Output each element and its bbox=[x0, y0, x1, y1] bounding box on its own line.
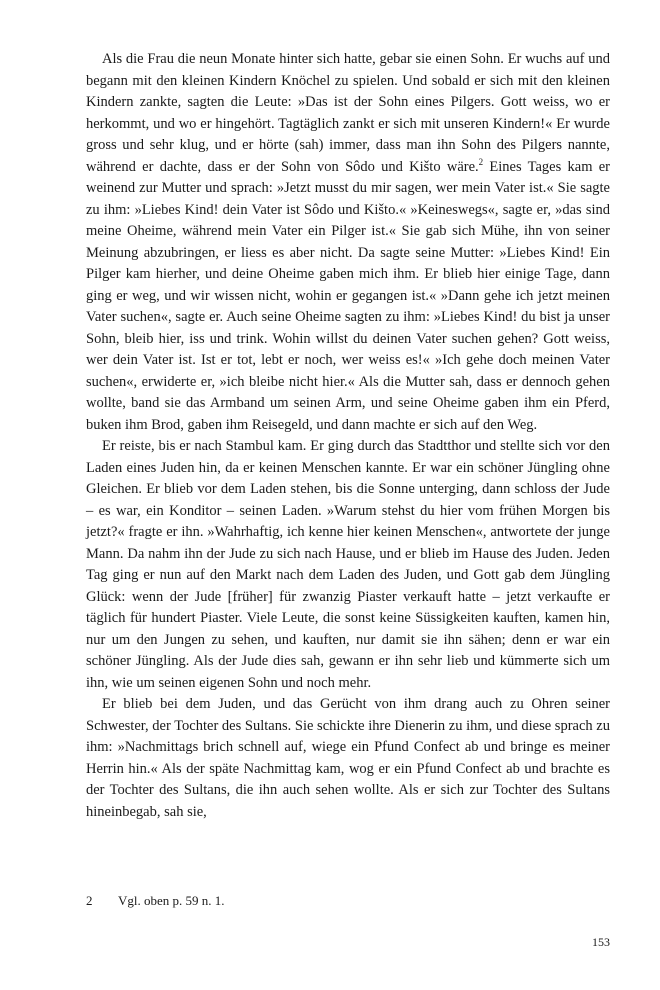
footnote bbox=[86, 892, 610, 910]
footnote-reference: 2 bbox=[478, 156, 484, 167]
main-text bbox=[86, 49, 610, 823]
paragraph-2: Er reiste, bis er nach Stambul kam. Er ging durch das Stadtthor und stellte sich vor den Laden eines Juden hin, da er keinen Menschen kannte. Er war ein schöner Jüngling ohne Gleichen. Er blieb vor dem Laden stehen, bis die Sonne unterging, dann schloss der Jude – es war, ein Konditor – seinen Laden. »Warum stehst du hier vom frühen Morgen bis jetzt?« fragte er ihn. »Wahrhaftig, ich kenne hier keinen Menschen«, antwortete der junge Mann. Da nahm ihn der Jude zu sich nach Hause, und er blieb im Hause des Juden. Jeden Tag ging er nun auf den Markt nach dem Laden des Juden, und Gott gab dem Jüngling Glück: wenn der Jude [früher] für zwanzig Piaster verkauft hatte – jetzt verkaufte er täglich für hundert Piaster. Viele Leute, die sonst keine Süssigkeiten kauften, kamen hin, nur um den Jungen zu sehen, und kauften, nur damit sie ihn sähen; denn er war ein schöner Jüngling. Als der Jude dies sah, gewann er ihn sehr lieb und kümmerte sich um ihn, wie um seinen eigenen Sohn und noch mehr. bbox=[86, 438, 610, 691]
paragraph-1-text-continued: Eines Tages kam er weinend zur Mutter und sprach: »Jetzt musst du mir sagen, wer mein Vater ist.« Sie sagte zu ihm: »Liebes Kind! dein Vater ist Sôdo und Kišto.« »Keineswegs«, sagte er, »das sind meine Oheime, während mein Vater ein Pilger ist.« Sie gab sich Mühe, ihn von seiner Meinung abzubringen, er liess es aber nicht. Da sagte seine Mutter: »Liebes Kind! Ein Pilger kam hierher, und deine Oheime gaben mich ihm. Er blieb hier einige Tage, dann ging er weg, und wir wissen nicht, wohin er gegangen ist.« »Dann gehe ich jetzt meinen Vater suchen«, sagte er. Auch seine Oheime sagten zu ihm: »Liebes Kind! du bist ja unser Sohn, bleib hier, iss und trink. Wohin willst du deinen Vater suchen gehen? Gott weiss, wer dein Vater ist. Ist er tot, lebt er noch, wer weiss es!« »Ich gehe doch meinen Vater suchen«, erwiderte er, »ich bleibe nicht hier.« Als die Mutter sah, dass er dennoch gehen wollte, band sie das Armband um seinen Arm, und seine Oheime gaben ihm ein Pferd, buken ihm Brod, gaben ihm Reisegeld, und dann machte er sich auf den Weg. bbox=[86, 158, 611, 433]
page-number: 153 bbox=[592, 935, 610, 949]
footnote-text: Vgl. oben p. 59 n. 1. bbox=[118, 893, 225, 908]
paragraph-1 bbox=[86, 49, 610, 436]
paragraph-1-text: Als die Frau die neun Monate hinter sich hatte, gebar sie einen Sohn. Er wuchs auf und begann mit den kleinen Kindern Knöchel zu spielen. Und sobald er sich mit den kleinen Kindern zankte, sagten die Leute: »Das ist der Sohn eines Pilgers. Gott weiss, wo er herkommt, und wo er hingehört. Tagtäglich zankt er sich mit unseren Kindern!« Er wurde gross und sehr klug, und er hörte (sah) immer, dass man ihn Sohn des Pilgers nannte, während er dachte, dass er der Sohn von Sôdo und Kišto wäre. bbox=[86, 51, 610, 175]
footnote-number: 2 bbox=[86, 893, 93, 908]
paragraph-3: Er blieb bei dem Juden, und das Gerücht von ihm drang auch zu Ohren seiner Schwester, der Tochter des Sultans. Sie schickte ihre Dienerin zu ihm, und diese sprach zu ihm: »Nachmittags brich schnell auf, wiege ein Pfund Confect ab und bringe es meiner Herrin hin.« Als der späte Nachmittag kam, wog er ein Pfund Confect ab und brachte es der Tochter des Sultans, die ihn auch sehen wollte. Als er sich zur Tochter des Sultans hineinbegab, sah sie, bbox=[86, 696, 610, 820]
